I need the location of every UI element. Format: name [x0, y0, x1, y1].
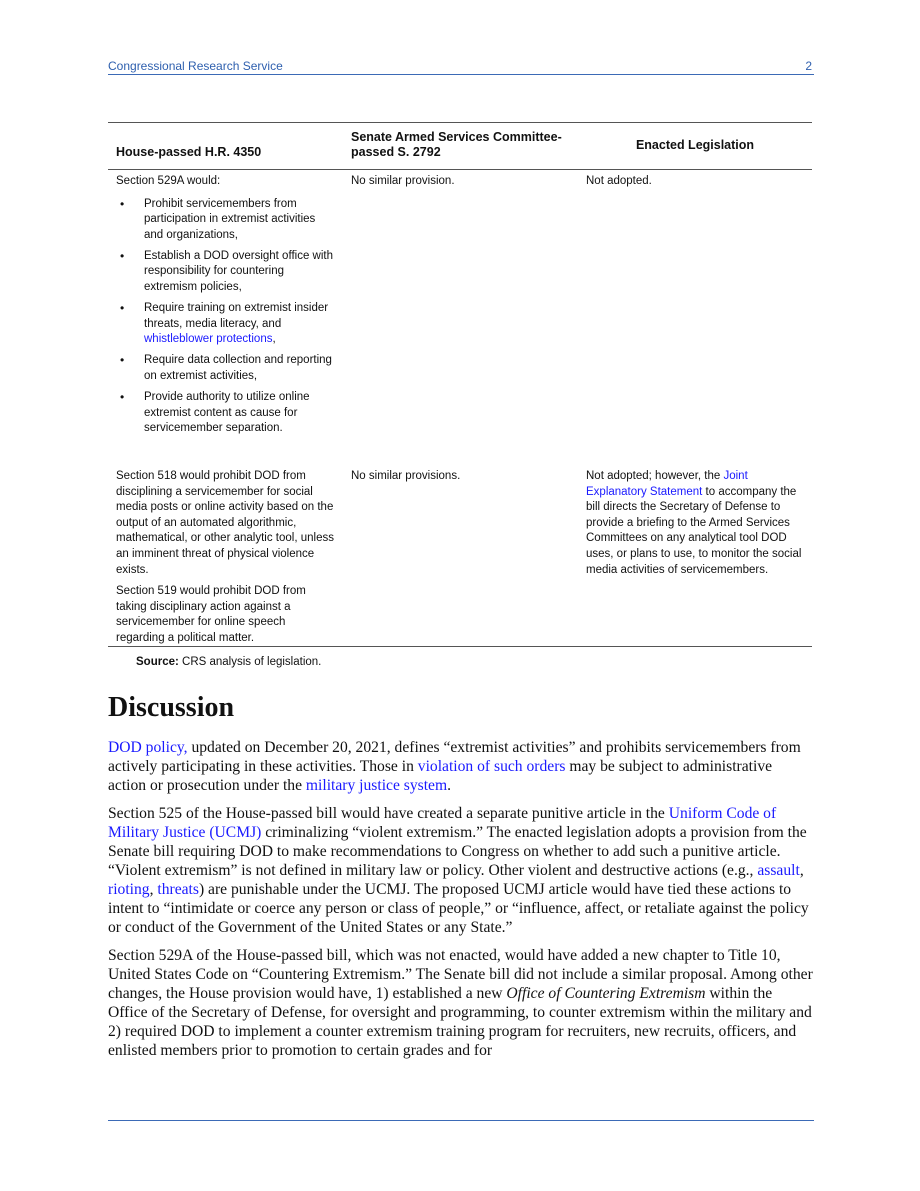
header-org: Congressional Research Service — [108, 59, 283, 73]
list-item-tail: , — [272, 333, 276, 346]
comparison-table — [108, 122, 812, 647]
footer-rule — [108, 1120, 814, 1121]
enacted-text: to accompany the bill directs the Secretary of Defense to provide a briefing to the Armed Services Committees on any analytical tool DOD uses, or plans to use, to monitor the social media activities of servicemembers. — [586, 485, 802, 576]
section-heading: Discussion — [108, 692, 235, 723]
paragraph — [108, 804, 814, 937]
body-text — [108, 738, 814, 1069]
list-item: • Establish a DOD oversight office with responsibility for countering extremism policies, — [116, 249, 335, 296]
enacted-cell: Not adopted. — [586, 175, 652, 187]
page-number: 2 — [805, 59, 812, 73]
violation-orders-link[interactable]: violation of such orders — [417, 758, 566, 775]
list-item — [116, 301, 335, 348]
source-label: Source: — [136, 656, 179, 668]
paragraph-text: updated on December 20, 2021, defines “extremist activities” and prohibits servicemembers from actively participating in these activities. Those in — [108, 739, 801, 775]
assault-link[interactable]: assault — [757, 862, 800, 879]
paragraph — [108, 946, 814, 1060]
paragraph — [108, 738, 814, 795]
paragraph-text: ) are punishable under the UCMJ. The proposed UCMJ article would have tied these actions to intent to “intimidate or coerce any person or class of people,” or “influence, affect, or retaliate against the policy or conduct of the Government of the United States or any State.” — [108, 881, 809, 936]
list-item: • Prohibit servicemembers from participation in extremist activities and organizations, — [116, 197, 335, 244]
paragraph-text: Section 529A of the House-passed bill, which was not enacted, would have added a new chapter to Title 10, United States Code on “Countering Extremism.” The Senate bill did not include a similar proposal. Among other changes, the House provision would have, 1) established a new — [108, 947, 813, 1002]
column-header-senate: Senate Armed Services Committee-passed S. 2792 — [351, 129, 562, 160]
table-source-note — [136, 656, 321, 668]
dod-policy-link[interactable]: DOD policy, — [108, 739, 188, 756]
office-name: Office of Countering Extremism — [506, 985, 706, 1002]
rioting-link[interactable]: rioting — [108, 881, 150, 898]
paragraph-text: within the Office of the Secretary of Defense, for oversight and programming, to counter extremism within the military and 2) required DOD to implement a counter extremism training program for recruiters, new recruits, officers, and enlisted members prior to promotion to certain grades and for — [108, 985, 812, 1059]
house-cell — [108, 174, 343, 464]
house-cell — [108, 469, 343, 646]
list-item: • Provide authority to utilize online extremist content as cause for servicemember separation. — [116, 390, 335, 437]
house-paragraph: Section 518 would prohibit DOD from disciplining a servicemember for social media posts or online activity based on the output of an automated algorithmic, mathematical, or other analytic tool, unless an imminent threat of physical violence exists. — [116, 470, 334, 576]
list-item: • Require data collection and reporting on extremist activities, — [116, 353, 335, 384]
paragraph-text: . — [447, 777, 452, 794]
military-justice-link[interactable]: military justice system — [305, 777, 448, 794]
table-row — [108, 170, 812, 464]
senate-cell: No similar provision. — [351, 175, 455, 187]
enacted-cell — [578, 469, 812, 646]
paragraph-text: may be subject to administrative action or prosecution under the — [108, 758, 773, 794]
enacted-text: Not adopted; however, the — [586, 470, 724, 482]
column-header-house: House-passed H.R. 4350 — [116, 145, 262, 160]
joint-explanatory-statement-link[interactable]: Joint Explanatory Statement — [586, 470, 748, 498]
house-paragraph: Section 519 would prohibit DOD from taking disciplinary action against a servicemember for online speech regarding a political matter. — [116, 585, 306, 644]
table-row — [108, 464, 812, 647]
column-header-enacted: Enacted Legislation — [635, 138, 755, 153]
provision-list — [116, 197, 335, 437]
senate-cell: No similar provisions. — [351, 470, 461, 482]
threats-link[interactable]: threats — [157, 881, 199, 898]
separator: , — [149, 881, 158, 898]
source-text: CRS analysis of legislation. — [178, 656, 322, 668]
paragraph-text: Section 525 of the House-passed bill would have created a separate punitive article in the — [108, 805, 669, 822]
list-item-text: Require training on extremist insider threats, media literacy, and — [144, 302, 329, 330]
house-intro: Section 529A would: — [116, 175, 221, 187]
ucmj-link[interactable]: Uniform Code of Military Justice (UCMJ) — [108, 805, 777, 841]
table-header-row — [108, 122, 812, 170]
whistleblower-link[interactable]: whistleblower protections — [144, 333, 273, 346]
page-header — [108, 58, 814, 75]
separator: , — [799, 862, 804, 879]
paragraph-text: criminalizing “violent extremism.” The enacted legislation adopts a provision from the Senate bill requiring DOD to make recommendations to Congress on whether to add such a punitive article. “Violent extremism” is not defined in military law or policy. Other violent and destructive actions (e.g., — [108, 824, 807, 879]
